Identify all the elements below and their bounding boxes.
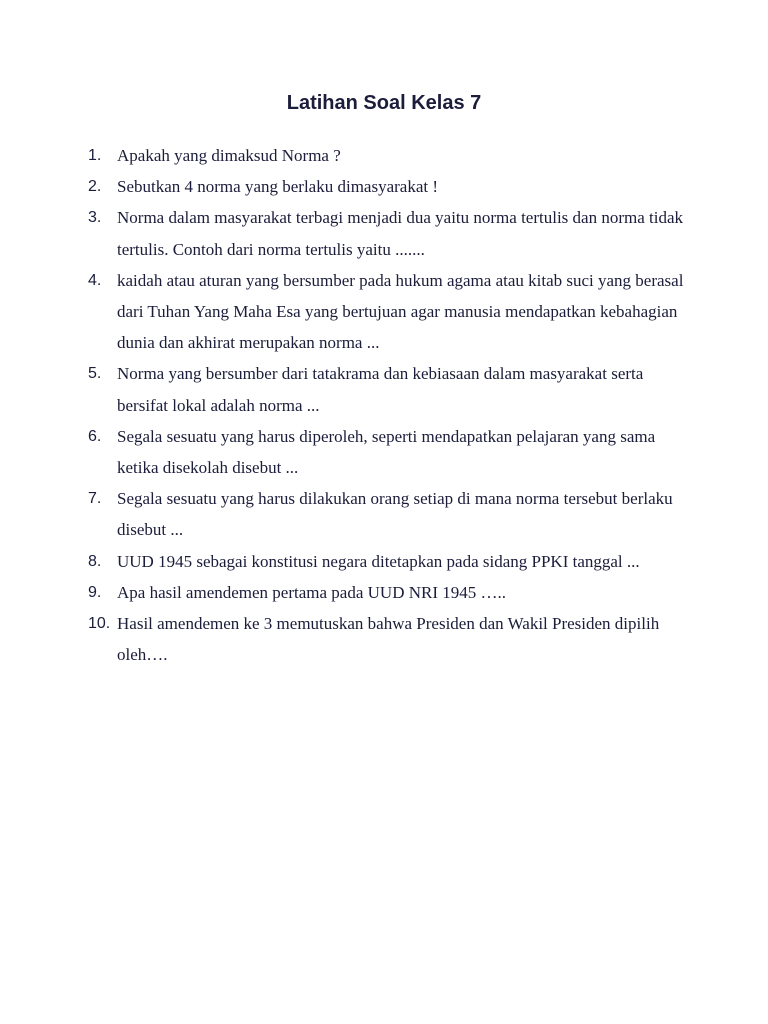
question-text: Segala sesuatu yang harus dilakukan orang setiap di mana norma tersebut berlaku disebut ... (117, 489, 673, 540)
question-item (88, 358, 688, 420)
question-text: kaidah atau aturan yang bersumber pada hukum agama atau kitab suci yang berasal dari Tuhan Yang Maha Esa yang bertujuan agar manusia mendapatkan kebahagian dunia dan akhirat merupakan norma ... (117, 270, 684, 353)
question-text: Apakah yang dimaksud Norma ? (117, 146, 341, 165)
question-number: 8. (88, 552, 102, 570)
question-item (88, 140, 688, 171)
question-number: 2. (88, 178, 102, 196)
question-list (88, 140, 688, 670)
question-text: Norma dalam masyarakat terbagi menjadi dua yaitu norma tertulis dan norma tidak tertulis. Contoh dari norma tertulis yaitu ....... (117, 208, 684, 259)
question-number: 3. (88, 209, 102, 227)
question-text: Sebutkan 4 norma yang berlaku dimasyarakat ! (117, 177, 439, 197)
question-item (88, 577, 688, 608)
question-number: 10. (88, 615, 111, 633)
question-item (88, 265, 688, 359)
question-item (88, 483, 688, 545)
question-text: Norma yang bersumber dari tatakrama dan kebiasaan dalam masyarakat serta bersifat lokal adalah norma ... (117, 364, 644, 415)
question-text: UUD 1945 sebagai konstitusi negara ditetapkan pada sidang PPKI tanggal ... (117, 551, 640, 571)
question-number: 4. (88, 271, 102, 289)
question-item (88, 171, 688, 202)
question-item (88, 608, 688, 670)
question-text: Segala sesuatu yang harus diperoleh, seperti mendapatkan pelajaran yang sama ketika disekolah disebut ... (117, 426, 656, 478)
page-title: Latihan Soal Kelas 7 (286, 92, 482, 114)
question-number: 1. (88, 147, 102, 164)
question-item (88, 202, 688, 264)
question-text: Hasil amendemen ke 3 memutuskan bahwa Presiden dan Wakil Presiden dipilih oleh…. (117, 614, 660, 665)
question-text: Apa hasil amendemen pertama pada UUD NRI 1945 ….. (117, 582, 506, 602)
question-number: 9. (88, 583, 102, 601)
question-number: 5. (88, 365, 102, 383)
question-number: 7. (88, 490, 102, 508)
question-number: 6. (88, 427, 102, 445)
question-item (88, 421, 688, 483)
question-item (88, 546, 688, 577)
